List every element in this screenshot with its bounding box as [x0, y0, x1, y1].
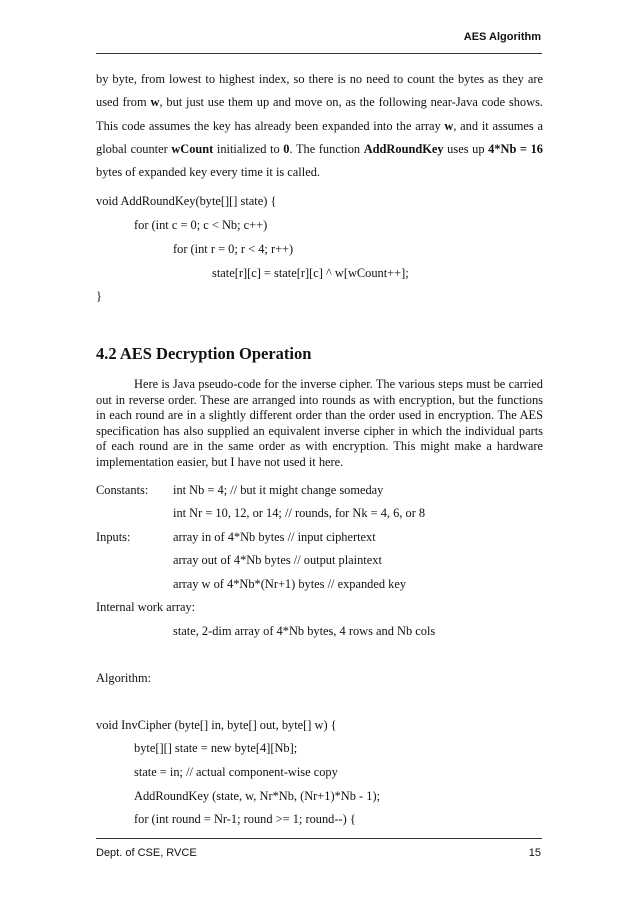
text-run: initialized to — [213, 141, 284, 156]
algorithm-label: Algorithm: — [96, 670, 152, 685]
bold-term: 0 — [283, 141, 290, 156]
footer-department: Dept. of CSE, RVCE — [96, 847, 197, 859]
bold-term: w — [444, 118, 454, 133]
code-line: for (int round = Nr-1; round >= 1; round--) { — [134, 812, 356, 827]
header-rule — [96, 53, 542, 54]
work-array-label: Internal work array: — [96, 600, 196, 615]
code-line: state = in; // actual component-wise copy — [134, 764, 338, 779]
text-run: by byte, from lowest to highest index, so there is no need to count the bytes as they are used from — [96, 72, 543, 110]
input-line: array w of 4*Nb*(Nr+1) bytes // expanded key — [173, 576, 407, 591]
text-run: bytes of expanded key every time it is called. — [96, 165, 320, 180]
inputs-row — [96, 573, 543, 597]
code-line: for (int c = 0; c < Nb; c++) — [134, 218, 268, 233]
bold-term: w — [150, 95, 160, 110]
inputs-row — [96, 549, 543, 573]
constant-line: int Nb = 4; // but it might change someday — [173, 482, 384, 497]
code-line: } — [96, 289, 102, 304]
inputs-label: Inputs: — [96, 529, 131, 544]
constants-row — [96, 479, 543, 503]
section-paragraph — [96, 377, 543, 471]
add-round-key-code — [96, 190, 543, 309]
text-run: uses up — [443, 141, 489, 156]
text-run: . The function — [289, 141, 364, 156]
input-line: array in of 4*Nb bytes // input ciphertext — [173, 529, 376, 544]
work-array-row — [96, 596, 543, 620]
code-line: AddRoundKey (state, w, Nr*Nb, (Nr+1)*Nb - 1); — [134, 788, 381, 803]
work-array-line: state, 2-dim array of 4*Nb bytes, 4 rows and Nb cols — [173, 623, 436, 638]
code-line: for (int r = 0; r < 4; r++) — [173, 241, 294, 256]
constant-line: int Nr = 10, 12, or 14; // rounds, for Nk = 4, 6, or 8 — [173, 506, 426, 521]
constants-row — [96, 502, 543, 526]
intro-paragraph — [96, 68, 543, 184]
constants-label: Constants: — [96, 482, 149, 497]
code-line: state[r][c] = state[r][c] ^ w[wCount++]; — [212, 265, 409, 280]
section-heading: 4.2 AES Decryption Operation — [96, 344, 312, 363]
text-run: , and it assumes a global counter — [96, 118, 543, 156]
code-line: void InvCipher (byte[] in, byte[] out, byte[] w) { — [96, 717, 337, 732]
code-line: void AddRoundKey(byte[][] state) { — [96, 194, 277, 209]
bold-term: 4*Nb = 16 — [488, 141, 543, 156]
page-number: 15 — [528, 847, 541, 859]
input-line: array out of 4*Nb bytes // output plaintext — [173, 553, 382, 568]
algorithm-row — [96, 667, 543, 691]
bold-term: AddRoundKey — [363, 141, 444, 156]
bold-term: wCount — [171, 141, 214, 156]
footer-rule — [96, 838, 542, 839]
inputs-row — [96, 526, 543, 550]
page-body — [96, 68, 543, 832]
definitions — [96, 479, 543, 714]
inv-cipher-code — [96, 714, 543, 833]
running-header: AES Algorithm — [463, 31, 541, 43]
code-line: byte[][] state = new byte[4][Nb]; — [134, 741, 298, 756]
work-array-row — [96, 620, 543, 644]
section-paragraph-text: Here is Java pseudo-code for the inverse cipher. The various steps must be carried out in reverse order. These are arranged into rounds as with encryption, but the functions in each round are in a slightly different order than the order used in encryption. The AES specification has also supplied an equivalent inverse cipher in which the individual parts of each round are in the same order as with encryption. This might make a hardware implementation easier, but I have not used it here. — [96, 377, 543, 469]
text-run: , but just use them up and move on, as the following near-Java code shows. This code assumes the key has already been expanded into the array — [96, 95, 543, 133]
